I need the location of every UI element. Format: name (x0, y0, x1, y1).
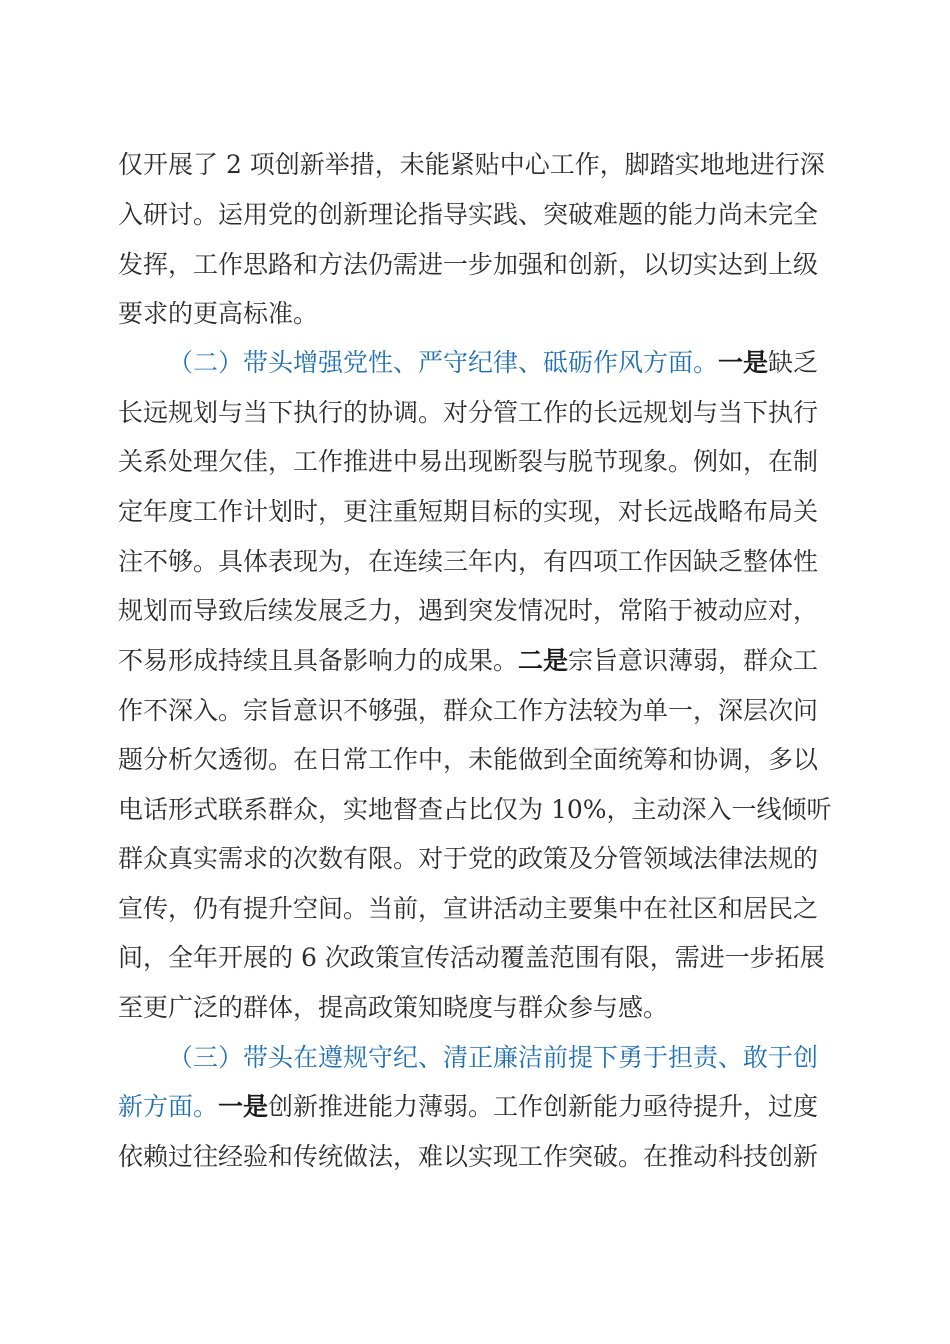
body-line: 长远规划与当下执行的协调。对分管工作的长远规划与当下执行 (118, 398, 819, 427)
body-line: 群众真实需求的次数有限。对于党的政策及分管领域法律法规的 (118, 844, 819, 873)
body-line: 入研讨。运用党的创新理论指导实践、突破难题的能力尚未完全 (118, 200, 819, 229)
body-line-with-lead (118, 636, 818, 686)
body-line: 仅开展了 2 项创新举措，未能紧贴中心工作，脚踏实地地进行深 (118, 150, 825, 179)
body-line: 定年度工作计划时，更注重短期目标的实现，对长远战略布局关 (118, 497, 819, 526)
body-line: 至更广泛的群体，提高政策知晓度与群众参与感。 (118, 993, 669, 1022)
body-line: 要求的更高标准。 (118, 299, 319, 328)
section-3-lead: 一是 (218, 1092, 269, 1121)
body-line: 关系处理欠佳，工作推进中易出现断裂与脱节现象。例如，在制 (118, 447, 819, 476)
body-line: 间，全年开展的 6 次政策宣传活动覆盖范围有限，需进一步拓展 (118, 943, 825, 972)
body-line: 发挥，工作思路和方法仍需进一步加强和创新，以切实达到上级 (118, 250, 819, 279)
body-line: 注不够。具体表现为，在连续三年内，有四项工作因缺乏整体性 (118, 547, 819, 576)
section-3-heading-end: 新方面。 (118, 1092, 219, 1121)
body-line: 规划而导致后续发展乏力，遇到突发情况时，常陷于被动应对， (118, 596, 819, 625)
body-line: 作不深入。宗旨意识不够强，群众工作方法较为单一，深层次问 (118, 696, 819, 725)
section-2-heading-line (168, 338, 818, 388)
body-line: 依赖过往经验和传统做法，难以实现工作突破。在推动科技创新 (118, 1142, 819, 1171)
body-line: 电话形式联系群众，实地督查占比仅为 10%，主动深入一线倾听 (118, 795, 832, 824)
point-two-lead: 二是 (518, 646, 569, 675)
section-2-heading: （二）带头增强党性、严守纪律、砥砺作风方面。 (168, 348, 719, 377)
body-line: 题分析欠透彻。在日常工作中，未能做到全面统筹和协调，多以 (118, 745, 819, 774)
line-text: 不易形成持续且具备影响力的成果。 (118, 646, 519, 675)
section-2-rest: 缺乏 (768, 348, 819, 377)
section-3-heading: （三）带头在遵规守纪、清正廉洁前提下勇于担责、敢于创 (168, 1043, 819, 1072)
body-line: 宣传，仍有提升空间。当前，宣讲活动主要集中在社区和居民之 (118, 894, 819, 923)
section-2-lead: 一是 (718, 348, 769, 377)
point-two-rest: 宗旨意识薄弱，群众工 (568, 646, 819, 675)
section-3-rest: 创新推进能力薄弱。工作创新能力亟待提升，过度 (268, 1092, 819, 1121)
section-3-heading-line-2 (118, 1082, 818, 1132)
